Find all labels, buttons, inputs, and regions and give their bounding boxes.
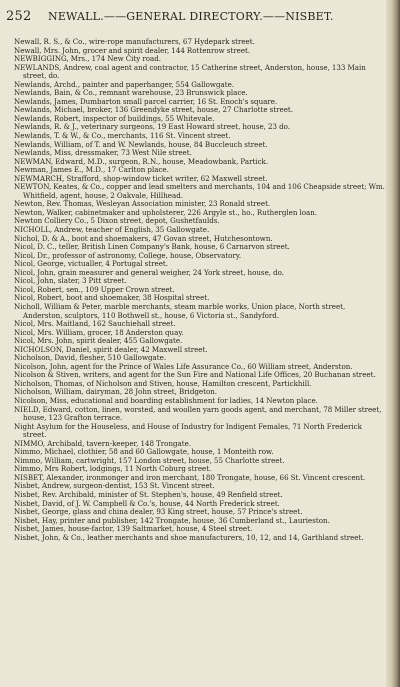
directory-entry: NIELD, Edward, cotton, linen, worsted, and woollen yarn goods agent, and merchant, 78 Miller street, house, 123 Grafton terrace. [14, 405, 382, 423]
directory-entry: Nimmo, Mrs Robert, lodgings, 11 North Coburg street. [14, 465, 212, 474]
directory-entry: Night Asylum for the Houseless, and House of Industry for Indigent Females, 71 North Frederick street. [14, 422, 362, 440]
directory-entry: Newlands, Archd., painter and paperhanger, 554 Gallowgate. [14, 80, 235, 89]
directory-entry: Newlands, William, of T. and W. Newlands, house, 84 Buccleuch street. [14, 140, 268, 149]
directory-entry: Nicholson, Thomas, of Nicholson and Stiven, house, Hamilton crescent, Partickhill. [14, 379, 312, 388]
directory-entry: NEWLANDS, Andrew, coal agent and contractor, 15 Catherine street, Anderston, house, 133 Main street, do. [14, 63, 366, 81]
running-title: NEWALL.——GENERAL DIRECTORY.——NISBET. [48, 10, 334, 23]
directory-entry: Newall, Mrs. John, grocer and spirit dealer, 144 Rottenrow street. [14, 46, 251, 55]
directory-entry: NICHOLL, Andrew, teacher of English, 35 Gallowgate. [14, 226, 210, 235]
directory-entry: Nisbet, Hay, printer and publisher, 142 Trongate, house, 36 Cumberland st., Laurieston. [14, 516, 330, 525]
directory-entry: NIMMO, Archibald, tavern-keeper, 148 Trongate. [14, 439, 192, 448]
directory-entry: Newlands, James, Dumbarton small parcel carrier, 16 St. Enoch's square. [14, 97, 278, 106]
directory-entry: Nicol, Dr., professor of astronomy, College, house, Observatory. [14, 251, 242, 260]
directory-entry: Newman, James E., M.D., 17 Carlton place. [14, 166, 169, 175]
directory-entry: Nimmo, William, cartwright, 157 London street, house, 55 Charlotte street. [14, 456, 285, 465]
directory-entry: Newlands, Michael, broker, 136 Greendyke street, house, 27 Charlotte street. [14, 106, 294, 115]
directory-entry: Newlands, T. & W., & Co., merchants, 116 St. Vincent street. [14, 132, 231, 141]
directory-entry: Nicolson, John, agent for the Prince of Wales Life Assurance Co., 60 William street, Anderston. [14, 362, 353, 371]
directory-entry: NEWTON, Keates, & Co., copper and lead smelters and merchants, 104 and 106 Cheapside street; Wm. Whitfield, agent, house, 2 Oakvale, Hillhead. [14, 183, 385, 200]
directory-entry: Nicholl, William & Peter, marble merchants, steam marble works, Union place, North street, Anderston, sculptors, 110 Bothwell st., house, 6 Victoria st., Sandyford. [14, 302, 346, 320]
directory-entry: Nisbet, Andrew, surgeon-dentist, 153 St. Vincent street. [14, 482, 215, 491]
directory-entry: Nicholson, David, flesher, 510 Gallowgate. [14, 354, 167, 363]
directory-entry: Nicol, John, grain measurer and general weigher, 24 York street, house, do. [14, 268, 285, 277]
directory-entry: Nisbet, John, & Co., leather merchants and shoe manufacturers, 10, 12, and 14, Garthland street. [14, 533, 364, 542]
directory-entry: Newall, R. S., & Co., wire-rope manufacturers, 67 Hydepark street. [14, 38, 255, 46]
directory-entry: Nicol, Mrs. John, spirit dealer, 455 Gallowgate. [14, 337, 183, 346]
directory-entry: Nisbet, Rev. Archibald, minister of St. Stephen's, house, 49 Renfield street. [14, 490, 283, 499]
directory-entry: Nicol, Mrs. William, grocer, 18 Anderston quay. [14, 328, 184, 337]
directory-entry: NICHOLSON, Daniel, spirit dealer, 42 Maxwell street. [14, 345, 208, 354]
directory-entry: Nicholson, William, dairyman, 28 John street, Bridgeton. [14, 388, 218, 397]
directory-entry: NISBET, Alexander, ironmonger and iron merchant, 180 Trongate, house, 66 St. Vincent crescent. [14, 473, 366, 482]
directory-entry: NEWMARCH, Strafford, shop-window ticket writer, 62 Maxwell street. [14, 174, 268, 183]
directory-entry: Nicolson, Miss, educational and boarding establishment for ladies, 14 Newton place. [14, 396, 318, 405]
page-header [6, 9, 386, 25]
directory-entry: NEWMAN, Edward, M.D., surgeon, R.N., house, Meadowbank, Partick. [14, 157, 269, 166]
directory-entry: Newlands, Robert, inspector of buildings, 55 Whitevale. [14, 114, 215, 123]
page-edge-shadow [386, 0, 400, 687]
directory-entries [14, 38, 386, 542]
page-number: 252 [6, 9, 32, 24]
directory-entry: Nicol, D. C., teller, British Linen Company's Bank, house, 6 Carnarvon street. [14, 243, 290, 252]
directory-entry: Nicol, Robert, boot and shoemaker, 38 Hospital street. [14, 294, 210, 303]
directory-entry: NEWBIGGING, Mrs., 174 New City road. [14, 55, 162, 64]
directory-entry: Nicol, Mrs. Maitland, 162 Sauchiehall street. [14, 320, 176, 329]
directory-entry: Newlands, Bain, & Co., remnant warehouse, 23 Brunswick place. [14, 89, 248, 98]
directory-entry: Nisbet, James, house-factor, 139 Saltmarket, house, 4 Steel street. [14, 525, 253, 534]
directory-entry: Nimmo, Michael, clothier, 58 and 60 Gallowgate, house, 1 Monteith row. [14, 448, 274, 457]
directory-entry: Nicol, George, victualler, 4 Portugal street. [14, 260, 169, 269]
directory-entry: Nicol, Robert, sen., 109 Upper Crown street. [14, 285, 175, 294]
directory-entry: Nicol, John, slater, 3 Pitt street. [14, 277, 127, 286]
directory-entry: Newton Colliery Co., 5 Dixon street, depot, Gushetfaulds. [14, 217, 220, 226]
directory-entry: Newton, Walker, cabinetmaker and upholsterer, 226 Argyle st., ho., Rutherglen loan. [14, 208, 318, 217]
directory-entry: Nisbet, David, of J. W. Campbell & Co.'s, house, 44 North Frederick street. [14, 499, 280, 508]
directory-entry: Nicolson & Stiven, writers, and agent for the Sun Fire and National Life Offices, 20 Buchanan street. [14, 371, 376, 380]
directory-entry: Newlands, R. & J., veterinary surgeons, 19 East Howard street, house, 23 do. [14, 123, 291, 132]
directory-entry: Nichol, D. & A., boot and shoemakers, 47 Govan street, Hutchesontown. [14, 234, 273, 243]
directory-entry: Nisbet, George, glass and china dealer, 93 King street, house, 57 Prince's street. [14, 508, 303, 517]
directory-entry: Newlands, Miss, dressmaker, 73 West Nile street. [14, 149, 192, 158]
directory-entry: Newton, Rev. Thomas, Wesleyan Association minister, 23 Ronald street. [14, 200, 271, 209]
